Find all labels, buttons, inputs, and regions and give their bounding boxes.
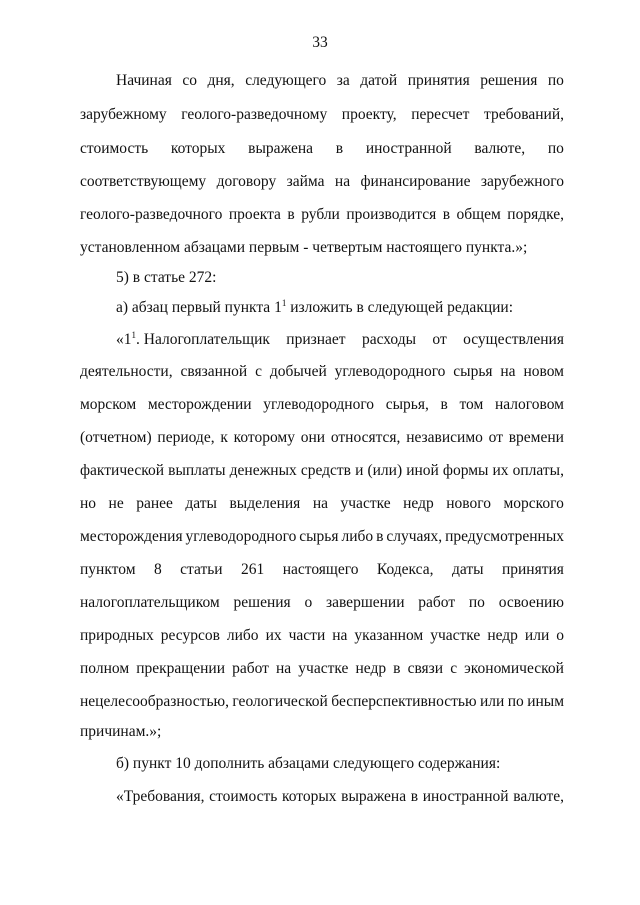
- line-word: оплаты,: [512, 462, 564, 479]
- line-word: статьи: [180, 561, 223, 578]
- line-word: о: [556, 627, 564, 644]
- line-text: установленном абзацами первым - четвертым настоящего пункта.»;: [80, 239, 528, 256]
- line-word: выплаты: [168, 462, 226, 479]
- text-line: [80, 139, 564, 159]
- line-word: периоде,: [157, 429, 215, 446]
- line-word: Кодекса,: [376, 561, 434, 578]
- text-line: [80, 692, 564, 712]
- line-word: на: [334, 173, 351, 190]
- line-word: по: [507, 693, 524, 710]
- line-word: либо: [226, 627, 259, 644]
- line-word: экономической: [464, 660, 564, 677]
- line-word: нецелесообразностью,: [80, 693, 229, 710]
- line-word: на: [500, 363, 516, 380]
- line-word: о: [304, 594, 313, 611]
- line-word: по: [547, 140, 564, 157]
- line-word: за: [336, 72, 350, 89]
- line-word: валюте,: [513, 788, 564, 805]
- page-number: 33: [312, 34, 328, 51]
- line-word: иным: [527, 693, 564, 710]
- line-word: завершении: [325, 594, 405, 611]
- line-word: признает: [286, 331, 346, 348]
- line-word: рубли: [301, 206, 340, 223]
- line-word: сырья: [299, 528, 339, 545]
- line-word: геологической: [232, 693, 328, 710]
- line-word: ранее: [136, 495, 173, 512]
- line-word: связанной: [180, 363, 248, 380]
- line-word: участке: [298, 660, 349, 677]
- line-word: относятся,: [330, 429, 401, 446]
- line-word: (или): [367, 462, 403, 479]
- line-word: участке: [430, 627, 481, 644]
- line-word: времени: [508, 429, 564, 446]
- line-word: природных: [80, 627, 154, 644]
- superscript: 1: [131, 330, 136, 340]
- line-text: «1: [116, 331, 132, 348]
- line-word: иной: [406, 462, 439, 479]
- line-word: порядке,: [507, 206, 564, 223]
- line-word: налогоплательщиком: [80, 594, 220, 611]
- line-word: от: [432, 331, 447, 348]
- text-line: [116, 754, 564, 774]
- line-word: выражена: [341, 788, 407, 805]
- line-text: изложить в следующей редакции:: [286, 299, 514, 316]
- line-word: которых: [281, 788, 337, 805]
- line-text: причинам.»;: [80, 723, 162, 740]
- line-word: 8: [153, 561, 162, 578]
- line-word: денежных: [229, 462, 297, 479]
- text-line: [80, 105, 564, 125]
- line-word: по: [547, 72, 564, 89]
- text-line: [80, 527, 564, 547]
- line-word: геолого-разведочного: [80, 206, 223, 223]
- line-word: проекта: [228, 206, 281, 223]
- text-line: [116, 787, 564, 807]
- line-text: а) абзац первый пункта 1: [116, 299, 282, 316]
- text-line: [80, 205, 564, 225]
- line-word: дня,: [207, 72, 235, 89]
- line-word: займа: [286, 173, 325, 190]
- line-word: но: [80, 495, 97, 512]
- text-line: [116, 330, 564, 350]
- line-word: от: [488, 429, 503, 446]
- line-word: участке: [340, 495, 391, 512]
- line-word: нового: [446, 495, 491, 512]
- line-text: . Налогоплательщик: [136, 331, 270, 348]
- line-word: недр: [403, 495, 434, 512]
- line-word: решения: [233, 594, 291, 611]
- line-word: на: [332, 627, 348, 644]
- text-line: [80, 626, 564, 646]
- line-word: морском: [80, 396, 137, 413]
- line-word: датой: [360, 72, 398, 89]
- text-line: [80, 395, 564, 415]
- line-word: прекращении: [136, 660, 226, 677]
- line-word: в: [440, 396, 448, 413]
- line-word: деятельности,: [80, 363, 173, 380]
- line-word: соответствующему: [80, 173, 207, 190]
- line-word: с: [450, 660, 458, 677]
- line-word: выделения: [229, 495, 301, 512]
- line-word: стоимость: [80, 140, 149, 157]
- line-word: в: [442, 206, 451, 223]
- text-line: [116, 298, 564, 318]
- line-word: в: [410, 788, 419, 805]
- line-word: работ: [232, 660, 269, 677]
- line-word: следующего: [245, 72, 327, 89]
- line-word: настоящего: [282, 561, 359, 578]
- line-word: и: [355, 462, 364, 479]
- line-word: в: [393, 660, 401, 677]
- line-word: [116, 330, 270, 350]
- line-word: в: [287, 206, 295, 223]
- line-word: фактической: [80, 462, 165, 479]
- line-word: стоимость: [209, 788, 278, 805]
- line-word: налоговом: [494, 396, 564, 413]
- line-word: на: [276, 660, 292, 677]
- line-word: морского: [503, 495, 564, 512]
- line-word: освоению: [498, 594, 564, 611]
- line-word: зарубежному: [80, 106, 167, 123]
- line-word: предусмотренных: [445, 528, 564, 545]
- line-word: даты: [451, 561, 484, 578]
- line-word: сырья: [453, 363, 493, 380]
- line-word: ресурсов: [160, 627, 220, 644]
- line-word: (отчетном): [80, 429, 152, 446]
- line-word: новом: [523, 363, 564, 380]
- line-word: с: [255, 363, 262, 380]
- line-word: либо: [341, 528, 374, 545]
- line-word: выражена: [248, 140, 314, 157]
- text-line: [80, 172, 564, 192]
- line-word: формы: [442, 462, 489, 479]
- text-line: [80, 461, 564, 481]
- text-line: [80, 593, 564, 613]
- line-word: не: [108, 495, 124, 512]
- line-word: углеводородного: [263, 396, 375, 413]
- line-word: финансирование: [360, 173, 471, 190]
- line-word: работ: [418, 594, 456, 611]
- line-word: иностранной: [422, 788, 509, 805]
- line-word: их: [492, 462, 509, 479]
- line-word: геолого-разведочному: [181, 106, 328, 123]
- line-word: средств: [300, 462, 351, 479]
- line-text: б) пункт 10 дополнить абзацами следующего содержания:: [116, 755, 501, 772]
- line-word: независимо: [406, 429, 483, 446]
- line-word: даты: [185, 495, 217, 512]
- line-word: расходы: [361, 331, 417, 348]
- text-line: [80, 428, 564, 448]
- line-word: на: [312, 495, 329, 512]
- line-word: углеводородного: [185, 528, 297, 545]
- line-word: которых: [170, 140, 226, 157]
- line-word: принятия: [501, 561, 564, 578]
- line-word: их: [265, 627, 282, 644]
- line-word: пунктом: [80, 561, 136, 578]
- line-word: Начиная: [116, 72, 172, 89]
- line-word: месторождении: [147, 396, 252, 413]
- text-line: [80, 494, 564, 514]
- line-word: 261: [241, 561, 265, 578]
- line-word: иностранной: [365, 140, 452, 157]
- line-word: зарубежного: [480, 173, 564, 190]
- line-word: недр: [355, 660, 387, 677]
- line-word: или: [479, 693, 505, 710]
- line-word: валюте,: [474, 140, 526, 157]
- line-word: осуществления: [463, 331, 564, 348]
- line-word: в: [376, 528, 384, 545]
- line-word: по: [468, 594, 485, 611]
- line-word: общем: [456, 206, 501, 223]
- line-word: решения: [480, 72, 538, 89]
- line-word: производится: [346, 206, 437, 223]
- line-word: проекту,: [341, 106, 397, 123]
- line-word: связи: [407, 660, 444, 677]
- text-line: [80, 560, 564, 580]
- text-line: [80, 659, 564, 679]
- line-word: принятия: [407, 72, 470, 89]
- line-word: со: [182, 72, 197, 89]
- text-line: [80, 238, 564, 258]
- line-word: углеводородного: [334, 363, 446, 380]
- line-word: части: [288, 627, 326, 644]
- line-word: требований,: [484, 106, 564, 123]
- line-word: недр: [487, 627, 518, 644]
- text-line: [116, 268, 564, 288]
- text-line: [80, 722, 564, 742]
- line-word: месторождения: [80, 528, 183, 545]
- line-word: пересчет: [411, 106, 470, 123]
- line-word: полном: [80, 660, 130, 677]
- line-word: или: [524, 627, 550, 644]
- line-word: в: [335, 140, 344, 157]
- line-word: бесперспективностью: [331, 693, 477, 710]
- line-word: они: [300, 429, 326, 446]
- text-line: [80, 362, 564, 382]
- line-text: 5) в статье 272:: [116, 269, 217, 286]
- line-word: договору: [216, 173, 277, 190]
- line-word: добычей: [269, 363, 327, 380]
- line-word: случаях,: [386, 528, 443, 545]
- superscript: 1: [281, 298, 287, 308]
- line-word: том: [459, 396, 484, 413]
- line-word: которому: [233, 429, 295, 446]
- text-line: [116, 71, 564, 91]
- line-word: к: [220, 429, 228, 446]
- line-word: сырья,: [385, 396, 429, 413]
- line-word: «Требования,: [116, 788, 205, 805]
- line-word: указанном: [354, 627, 424, 644]
